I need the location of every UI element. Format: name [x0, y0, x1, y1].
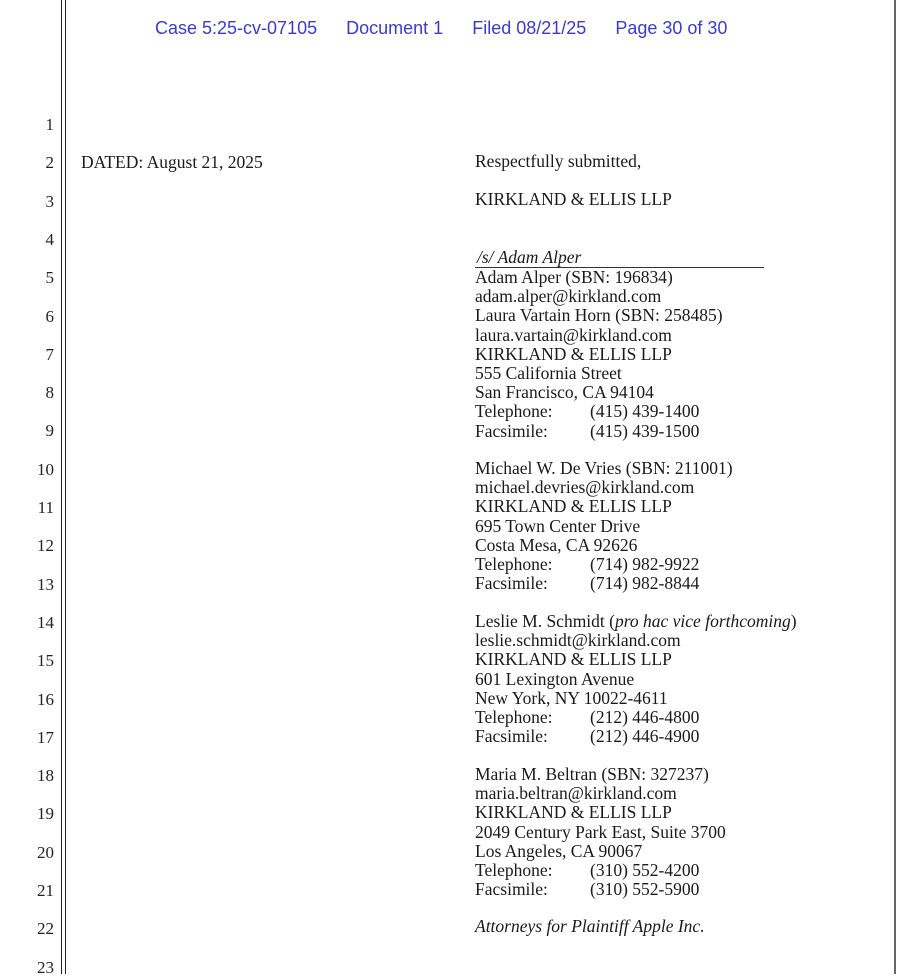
fax-number: (212) 446-4900 [590, 726, 700, 747]
attorney-block-schmidt [475, 612, 797, 746]
signature-line: /s/ Adam Alper [475, 248, 764, 268]
fax-line [475, 880, 726, 899]
line-number: 4 [45, 229, 54, 249]
line-number: 14 [37, 612, 54, 632]
firm-name: KIRKLAND & ELLIS LLP [475, 189, 672, 209]
line-number: 10 [37, 459, 54, 479]
address-line-2: San Francisco, CA 94104 [475, 382, 654, 403]
line-number: 22 [37, 919, 54, 939]
line-number: 16 [37, 689, 54, 709]
line-number: 18 [37, 766, 54, 786]
fax-line [475, 574, 733, 593]
line-number: 2 [45, 153, 54, 173]
page-indicator: Page 30 of 30 [615, 18, 728, 38]
firm-name: KIRKLAND & ELLIS LLP [475, 802, 672, 823]
address-line-2: Los Angeles, CA 90067 [475, 840, 643, 861]
filed-date: Filed 08/21/25 [472, 18, 587, 38]
telephone-line [475, 402, 723, 421]
address-line-1: 2049 Century Park East, Suite 3700 [475, 821, 726, 842]
firm-name: KIRKLAND & ELLIS LLP [475, 343, 672, 364]
document-number: Document 1 [346, 18, 444, 38]
attorney-name: Adam Alper (SBN: 196834) [475, 267, 673, 287]
firm-name: KIRKLAND & ELLIS LLP [475, 649, 672, 670]
telephone-line [475, 708, 797, 727]
ecf-header [155, 18, 751, 39]
dated-line: DATED: August 21, 2025 [81, 152, 263, 172]
telephone-number: (714) 982-9922 [590, 554, 700, 575]
line-number: 3 [45, 191, 54, 211]
line-number: 20 [37, 842, 54, 862]
line-number: 23 [37, 957, 54, 977]
address-line-1: 695 Town Center Drive [475, 515, 641, 536]
pro-hac-vice-note: pro hac vice forthcoming [614, 611, 791, 631]
line-number: 15 [37, 651, 54, 671]
fax-label: Facsimile: [475, 726, 548, 747]
telephone-label: Telephone: [475, 707, 553, 728]
fax-line [475, 422, 723, 441]
address-line-2: New York, NY 10022-4611 [475, 687, 668, 708]
attorney-name-text: Leslie M. Schmidt ( [475, 611, 615, 631]
attorney-email: leslie.schmidt@kirkland.com [475, 630, 681, 651]
line-number: 9 [45, 421, 54, 441]
firm-name: KIRKLAND & ELLIS LLP [475, 496, 672, 517]
telephone-label: Telephone: [475, 554, 553, 575]
fax-label: Facsimile: [475, 420, 548, 441]
attorney-email: adam.alper@kirkland.com [475, 286, 662, 307]
case-number: Case 5:25-cv-07105 [155, 18, 318, 38]
line-number: 19 [37, 804, 54, 824]
attorney-email: maria.beltran@kirkland.com [475, 783, 677, 804]
line-number: 21 [37, 881, 54, 900]
telephone-label: Telephone: [475, 860, 553, 881]
address-line-1: 555 California Street [475, 363, 622, 384]
line-number: 17 [37, 727, 54, 747]
telephone-number: (310) 552-4200 [590, 860, 700, 881]
attorney-email: laura.vartain@kirkland.com [475, 324, 672, 345]
attorney-name: Maria M. Beltran (SBN: 327237) [475, 764, 709, 784]
telephone-line [475, 861, 726, 880]
line-number: 1 [45, 115, 54, 134]
attorneys-for: Attorneys for Plaintiff Apple Inc. [475, 916, 705, 936]
attorney-name [475, 612, 797, 631]
attorney-block-devries [475, 459, 733, 593]
attorney-block-alper-horn [475, 268, 723, 441]
attorney-name: Michael W. De Vries (SBN: 211001) [475, 458, 733, 478]
fax-label: Facsimile: [475, 879, 548, 900]
line-number: 8 [45, 383, 54, 403]
left-margin-rule [61, 0, 62, 974]
fax-label: Facsimile: [475, 573, 548, 594]
line-number: 5 [45, 268, 54, 288]
fax-number: (714) 982-8844 [590, 573, 700, 594]
line-number: 6 [45, 306, 54, 326]
address-line-1: 601 Lexington Avenue [475, 668, 635, 689]
address-line-2: Costa Mesa, CA 92626 [475, 534, 638, 555]
telephone-line [475, 555, 733, 574]
right-margin-rule [894, 0, 896, 974]
line-number: 13 [37, 574, 54, 594]
line-number: 7 [45, 344, 54, 364]
telephone-number: (415) 439-1400 [590, 401, 700, 422]
telephone-number: (212) 446-4800 [590, 707, 700, 728]
fax-number: (310) 552-5900 [590, 879, 700, 900]
attorney-name: Laura Vartain Horn (SBN: 258485) [475, 305, 723, 326]
fax-line [475, 727, 797, 746]
attorney-name-close: ) [790, 611, 797, 631]
line-number: 12 [37, 536, 54, 556]
fax-number: (415) 439-1500 [590, 420, 700, 441]
attorney-block-beltran [475, 765, 726, 899]
left-margin-rule-inner [65, 0, 66, 974]
telephone-label: Telephone: [475, 401, 553, 422]
attorney-email: michael.devries@kirkland.com [475, 477, 695, 498]
line-number: 11 [37, 498, 54, 517]
closing: Respectfully submitted, [475, 151, 642, 171]
